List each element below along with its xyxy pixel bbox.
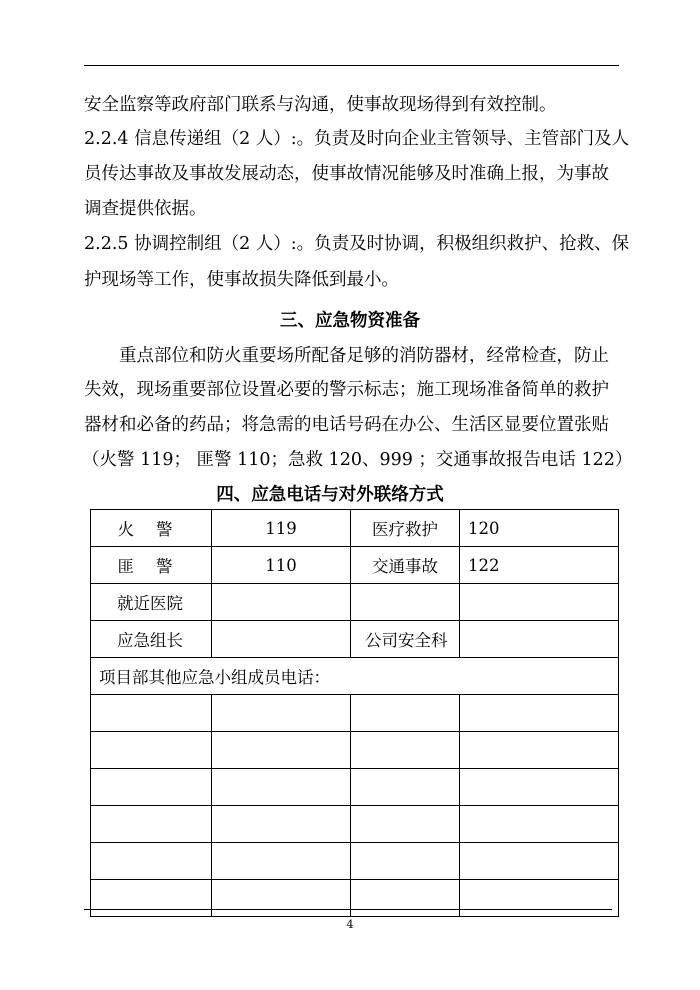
empty-cell: [351, 732, 460, 769]
paragraph-line: 重点部位和防火重要场所配备足够的消防器材，经常检查，防止: [119, 346, 609, 366]
table-row: [91, 621, 619, 658]
number-cell: 110: [212, 547, 351, 584]
empty-cell: [212, 732, 351, 769]
label-cell: 火警: [91, 510, 212, 547]
paragraph-line: 器材和必备的药品；将急需的电话号码在办公、生活区显要位置张贴: [84, 415, 609, 435]
empty-cell: [91, 843, 212, 880]
table-row: [91, 769, 619, 806]
label-cell: 公司安全科: [351, 621, 460, 658]
empty-cell: [212, 695, 351, 732]
paragraph-line: 安全监察等政府部门联系与沟通，使事故现场得到有效控制。: [84, 95, 557, 115]
footer-rule: [84, 909, 612, 910]
section-heading-contacts: 四、应急电话与对外联络方式: [216, 485, 444, 505]
table-row: [91, 732, 619, 769]
page-number: 4: [346, 918, 354, 931]
number-cell: 122: [460, 547, 619, 584]
paragraph-line: 员传达事故及事故发展动态，使事故情况能够及时准确上报，为事故: [84, 164, 609, 184]
paragraph-line: 失效，现场重要部位设置必要的警示标志；施工现场准备简单的救护: [84, 380, 609, 400]
empty-cell: [460, 621, 619, 658]
empty-cell: [460, 843, 619, 880]
paragraph-line: 调查提供依据。: [84, 199, 207, 219]
empty-cell: [91, 880, 212, 917]
table-row: [91, 880, 619, 917]
paragraph-line: 护现场等工作，使事故损失降低到最小。: [84, 270, 399, 290]
table-row: [91, 695, 619, 732]
label-cell: 应急组长: [91, 621, 212, 658]
empty-cell: [91, 695, 212, 732]
empty-cell: [212, 769, 351, 806]
table-row: [91, 584, 619, 621]
empty-cell: [212, 806, 351, 843]
paragraph-line: 2.2.4 信息传递组（2 人）:。负责及时向企业主管领导、主管部门及人: [84, 129, 630, 149]
section-heading-supplies: 三、应急物资准备: [280, 311, 420, 331]
empty-cell: [212, 584, 351, 621]
empty-cell: [91, 806, 212, 843]
empty-cell: [460, 769, 619, 806]
empty-cell: [212, 880, 351, 917]
empty-cell: [351, 584, 460, 621]
label-cell: 交通事故: [351, 547, 460, 584]
table-row: [91, 658, 619, 695]
empty-cell: [91, 769, 212, 806]
paragraph-line: 2.2.5 协调控制组（2 人）:。负责及时协调，积极组织救护、抢救、保: [84, 234, 630, 254]
number-cell: 119: [212, 510, 351, 547]
table-row: [91, 547, 619, 584]
table-row: [91, 843, 619, 880]
contacts-table: [90, 509, 619, 917]
empty-cell: [351, 769, 460, 806]
label-cell: 匪警: [91, 547, 212, 584]
number-cell: 120: [460, 510, 619, 547]
other-members-label: 项目部其他应急小组成员电话：: [91, 658, 619, 695]
empty-cell: [351, 880, 460, 917]
empty-cell: [460, 806, 619, 843]
empty-cell: [351, 843, 460, 880]
empty-cell: [91, 732, 212, 769]
paragraph-line: （火警 119； 匪警 110；急救 120、999 ；交通事故报告电话 122）: [82, 450, 633, 470]
table-row: [91, 510, 619, 547]
empty-cell: [460, 880, 619, 917]
table-row: [91, 806, 619, 843]
empty-cell: [460, 695, 619, 732]
header-rule: [84, 65, 619, 66]
empty-cell: [460, 732, 619, 769]
empty-cell: [212, 843, 351, 880]
label-cell: 医疗救护: [351, 510, 460, 547]
label-cell: 就近医院: [91, 584, 212, 621]
empty-cell: [460, 584, 619, 621]
empty-cell: [212, 621, 351, 658]
empty-cell: [351, 695, 460, 732]
empty-cell: [351, 806, 460, 843]
